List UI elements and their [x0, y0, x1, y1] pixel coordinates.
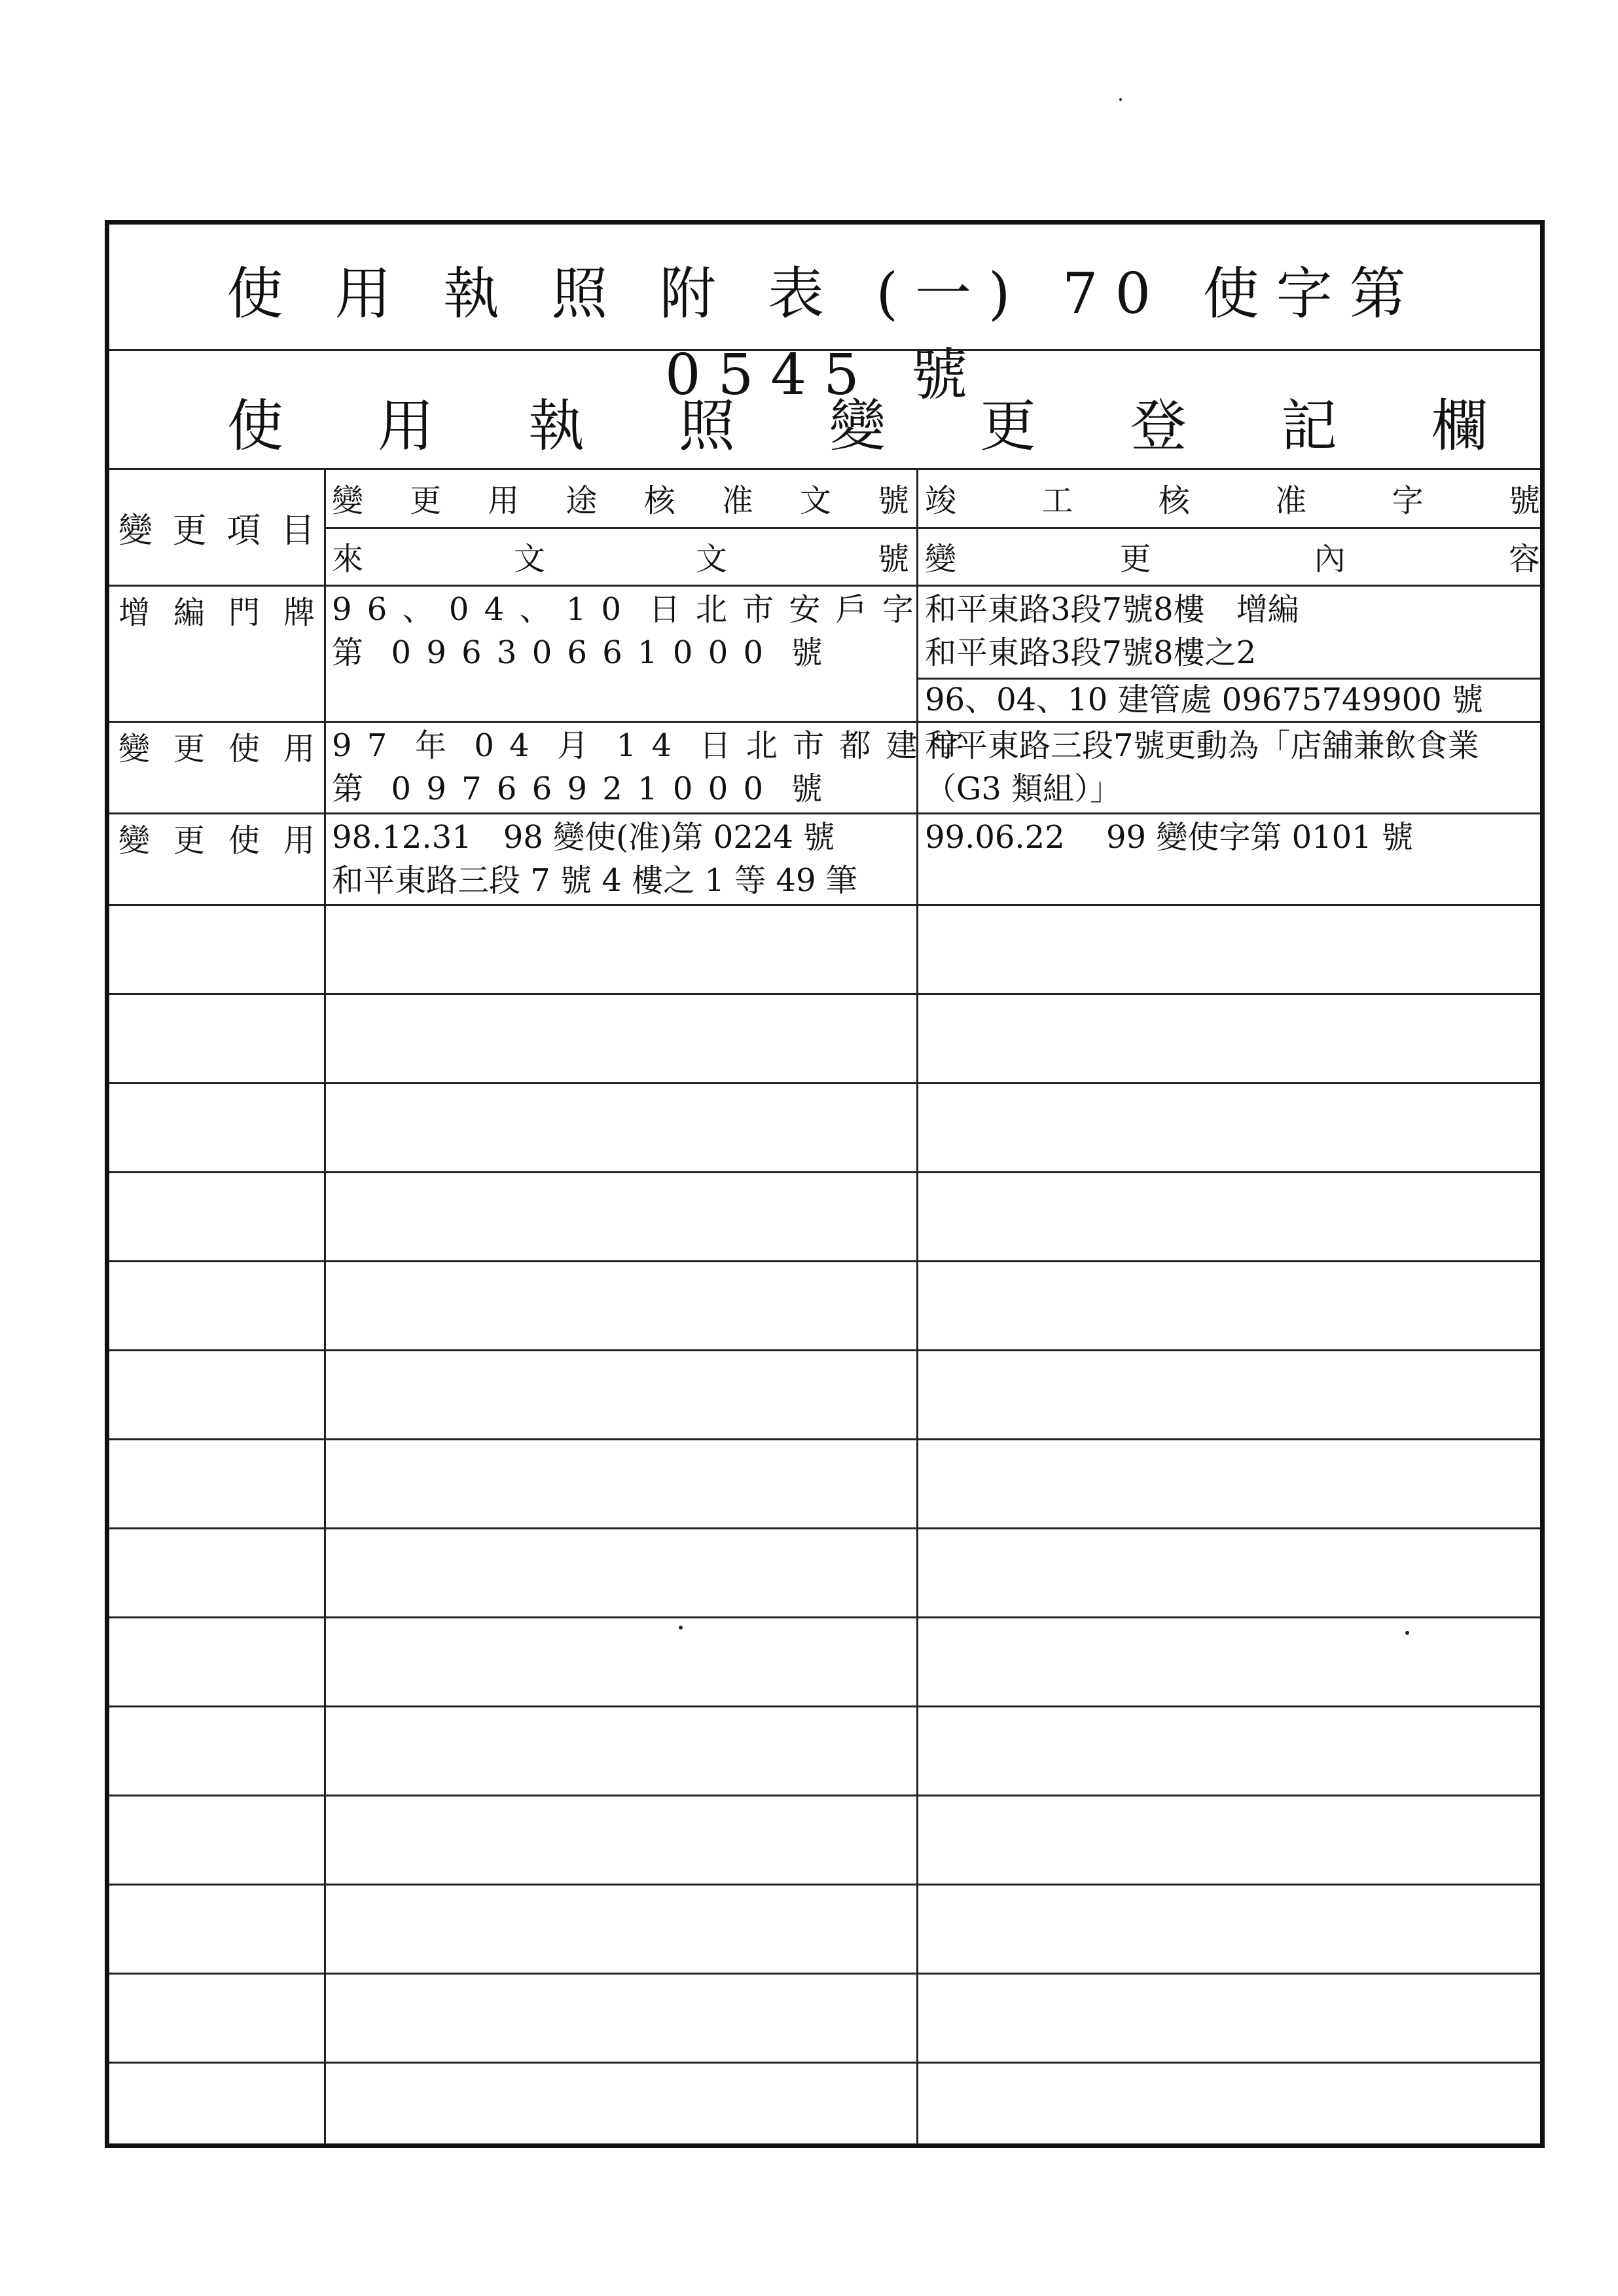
row-item [118, 725, 315, 767]
item-char: 編 [173, 594, 205, 631]
row-content-line: 和平東路3段7號8樓之2 [925, 634, 1257, 671]
item-char: 變 [118, 822, 151, 859]
row-divider [109, 1973, 1540, 1975]
row-divider [109, 1349, 1540, 1351]
row-divider [109, 2062, 1540, 2064]
row-content-line: 和平東路3段7號8樓 增編 [925, 591, 1299, 628]
scan-speck [1119, 98, 1122, 101]
row-doc-line: 9 7 年 0 4 月 1 4 日 北 市 都 建 字 [332, 727, 967, 764]
subtitle-char: 記 [1281, 393, 1337, 459]
header-char: 准 [1275, 482, 1307, 519]
row-divider [109, 1616, 1540, 1618]
header-completion [925, 469, 1540, 526]
row-item [118, 816, 315, 858]
header-char: 用 [488, 482, 520, 519]
item-char: 使 [228, 730, 260, 767]
row-content-line: （G3 類組）」 [925, 771, 1122, 807]
header-char: 更 [172, 511, 207, 551]
header-char: 項 [226, 511, 261, 551]
item-char: 用 [283, 730, 315, 767]
header-char: 變 [925, 540, 957, 577]
row-doc-line: 第 0 9 7 6 6 9 2 1 0 0 0 號 [332, 771, 825, 807]
row-doc-line: 第 0 9 6 3 0 6 6 1 0 0 0 號 [332, 634, 825, 671]
form-frame [105, 220, 1545, 2148]
row-content-line: 和平東路三段7號更動為「店舖兼飲食業 [925, 727, 1479, 764]
subtitle-char: 用 [378, 393, 434, 459]
row-doc-line: 98.12.31 98 變使(准)第 0224 號 [332, 819, 835, 856]
row-doc-line: 和平東路三段 7 號 4 樓之 1 等 49 筆 [332, 862, 857, 899]
row-divider [109, 1082, 1540, 1084]
item-char: 門 [228, 594, 260, 631]
divider [109, 585, 1540, 587]
row-divider [109, 904, 1540, 906]
row-divider [109, 1260, 1540, 1262]
scan-speck [1405, 1631, 1409, 1635]
header-char: 更 [410, 482, 442, 519]
header-char: 工 [1041, 482, 1073, 519]
divider [109, 349, 1540, 351]
scan-speck [679, 1626, 683, 1630]
doc-subtitle [227, 380, 1488, 462]
subtitle-char: 使 [227, 393, 283, 459]
doc-title: 使 用 執 照 附 表 (一) 70 使字第 0545 號 [226, 261, 1423, 408]
item-char: 增 [118, 594, 151, 631]
subtitle-char: 變 [829, 393, 886, 459]
item-char: 用 [283, 822, 315, 859]
row-divider [109, 1884, 1540, 1886]
header-char: 文 [513, 540, 545, 577]
header-char: 文 [695, 540, 727, 577]
row-doc-line: 9 6 、 0 4 、 1 0 日 北 市 安 戶 字 [332, 591, 916, 628]
header-item [118, 472, 315, 582]
header-char: 目 [280, 511, 315, 551]
header-char: 來 [332, 540, 364, 577]
header-char: 竣 [925, 482, 957, 519]
header-char: 變 [332, 482, 364, 519]
header-char: 文 [799, 482, 831, 519]
item-char: 更 [173, 730, 205, 767]
column-line [916, 468, 918, 2143]
item-char: 變 [118, 730, 151, 767]
header-char: 變 [118, 511, 153, 551]
header-char: 途 [566, 482, 598, 519]
subtitle-char: 登 [1130, 393, 1187, 459]
header-char: 字 [1392, 482, 1424, 519]
header-incoming-doc [332, 528, 909, 583]
header-char: 容 [1508, 540, 1540, 577]
header-char: 核 [1158, 482, 1190, 519]
header-char: 號 [877, 482, 909, 519]
subtitle-char: 欄 [1431, 393, 1488, 459]
subtitle-char: 照 [679, 393, 735, 459]
subtitle-char: 執 [528, 393, 584, 459]
item-char: 牌 [283, 594, 315, 631]
row-divider [109, 1438, 1540, 1440]
row-divider [109, 721, 1540, 723]
header-char: 號 [1508, 482, 1540, 519]
header-approval-doc [332, 469, 909, 526]
item-char: 使 [228, 822, 260, 859]
header-char: 號 [877, 540, 909, 577]
row-divider [109, 1171, 1540, 1173]
header-char: 核 [643, 482, 675, 519]
row-divider [109, 1527, 1540, 1529]
row-divider [109, 1705, 1540, 1707]
row-divider [109, 1795, 1540, 1796]
row-divider [109, 812, 1540, 814]
header-char: 更 [1119, 540, 1151, 577]
header-content [925, 528, 1540, 583]
row-content-line: 99.06.22 99 變使字第 0101 號 [925, 819, 1414, 856]
item-char: 更 [173, 822, 205, 859]
column-line [324, 468, 326, 2143]
header-char: 內 [1314, 540, 1346, 577]
header-char: 准 [721, 482, 753, 519]
row-content-line: 96、04、10 建管處 09675749900 號 [925, 682, 1483, 718]
row-divider [109, 993, 1540, 995]
subtitle-char: 更 [980, 393, 1036, 459]
row-item [118, 589, 315, 630]
